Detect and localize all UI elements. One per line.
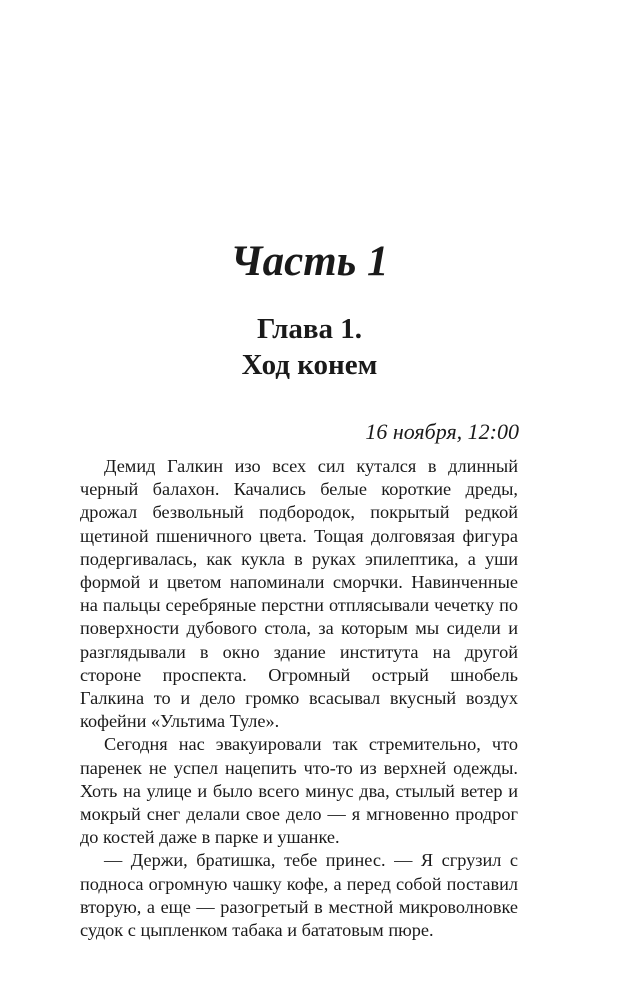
chapter-number: Глава 1. bbox=[256, 313, 363, 345]
part-title: Часть 1 bbox=[230, 238, 389, 285]
chapter-title: Ход конем bbox=[241, 349, 378, 381]
paragraph: — Держи, братишка, тебе принес. — Я сгрузил с подноса огромную чашку кофе, а перед собой поставил вторую, а еще — разогретый в местной микроволновке судок с цыпленком табака и бататовым пюре. bbox=[80, 850, 518, 941]
chapter-heading bbox=[0, 311, 619, 383]
paragraph: Демид Галкин изо всех сил кутался в длинный черный балахон. Качались белые короткие дреды, дрожал безвольный подбородок, покрытый редкой щетиной пшеничного цвета. Тощая долговязая фигура подергивалась, как кукла в руках эпилептика, а уши формой и цветом напоминали сморчки. Навинченные на пальцы серебряные перстни отплясывали чечетку по поверхности дубового стола, за которым мы сидели и разглядывали в окно здание института на другой стороне проспекта. Огромный острый шнобель Галкина то и дело громко всасывал вкусный воздух кофейни «Ультима Туле». bbox=[80, 456, 518, 732]
body-text bbox=[80, 455, 518, 942]
date-stamp: 16 ноября, 12:00 bbox=[365, 419, 519, 444]
paragraph: Сегодня нас эвакуировали так стремительно, что паренек не успел нацепить что-то из верхней одежды. Хоть на улице и было всего минус два, стылый ветер и мокрый снег делали свое дело — я мгновенно продрог до костей даже в парке и ушанке. bbox=[80, 734, 518, 848]
